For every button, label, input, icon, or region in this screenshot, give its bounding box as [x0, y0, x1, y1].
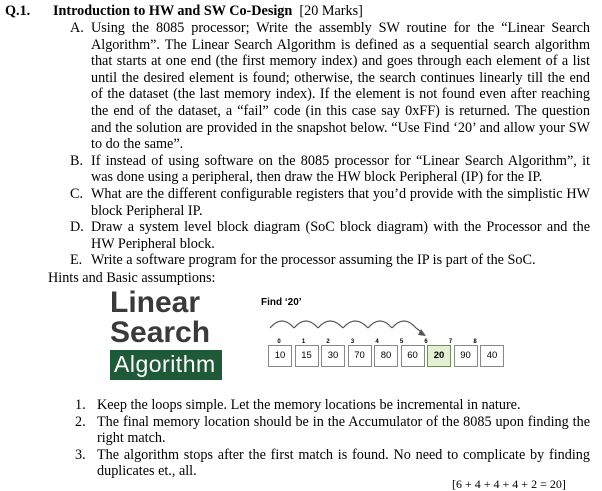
array-cell: 30 — [321, 345, 345, 367]
array-cell: 60 — [401, 345, 425, 367]
linear-search-figure — [110, 288, 530, 383]
figure-word-linear: Linear — [110, 286, 201, 319]
part-text: Draw a system level block diagram (SoC block diagram) with the Processor and the HW Peripheral block. — [91, 219, 590, 252]
assumption-text: Keep the loops simple. Let the memory locations be incremental in nature. — [97, 397, 521, 413]
part-label: C. — [70, 185, 84, 202]
question-heading — [5, 3, 595, 20]
array-index: 1 — [301, 339, 306, 345]
part-c — [70, 186, 590, 219]
part-text: If instead of using software on the 8085 processor for “Linear Search Algorithm”, it was done using a peripheral, then draw the HW block Peripheral (IP) for the IP. — [91, 152, 590, 186]
part-label: D. — [70, 219, 84, 236]
part-text: Using the 8085 processor; Write the assembly SW routine for the “Linear Search Algorithm”. The Linear Search Algorithm is defined as a sequential search algorithm that starts at one end (the first memory index) and goes through each element of a list until the desired element is found; otherwise, the search continues linearly till the end of the dataset (the last memory index). If the element is not found even after reaching the end of the dataset, a “fail” code (in this case say 0xFF) is returned. The question and the solution are provided in the snapshot below. “Use Find ‘20’ and allow your SW to do the same”. — [91, 20, 590, 153]
assumption-3 — [75, 447, 590, 480]
marks-breakdown: [6 + 4 + 4 + 4 + 2 = 20] — [452, 477, 566, 491]
figure-word-search: Search — [110, 316, 211, 349]
part-d — [70, 219, 590, 252]
find-label: Find ‘20’ — [261, 297, 302, 308]
array-index: 0 — [277, 339, 281, 345]
part-e — [70, 252, 590, 269]
array-index: 3 — [350, 339, 355, 345]
array-index: 8 — [473, 339, 477, 345]
question-marks: [20 Marks] — [299, 3, 363, 19]
array-cells — [268, 345, 507, 367]
part-label: A. — [70, 20, 84, 36]
question-number: Q.1. — [5, 3, 31, 19]
question-title: Introduction to HW and SW Co-Design — [53, 3, 293, 19]
part-b — [70, 153, 590, 186]
array-index: 6 — [424, 339, 428, 345]
assumption-text: The final memory location should be in the Accumulator of the 8085 upon finding the right match. — [97, 413, 590, 447]
assumption-1 — [75, 397, 590, 414]
assumption-label: 1. — [75, 397, 86, 413]
array-cell: 15 — [295, 345, 319, 367]
assumption-2 — [75, 414, 590, 447]
assumption-list — [75, 397, 590, 480]
array-cell: 70 — [348, 345, 372, 367]
array-index: 5 — [399, 339, 404, 345]
part-a — [70, 20, 590, 153]
array-cell-match: 20 — [427, 345, 451, 367]
array-cell: 40 — [480, 345, 504, 367]
array-cell: 90 — [454, 345, 478, 367]
array-index: 2 — [326, 339, 330, 345]
part-text: What are the different configurable registers that you’d provide with the simplistic HW block Peripheral IP. — [91, 185, 590, 219]
array-cell: 80 — [374, 345, 398, 367]
array-index: 4 — [375, 339, 379, 345]
assumption-label: 2. — [75, 413, 86, 430]
hints-heading: Hints and Basic assumptions: — [48, 270, 216, 286]
part-label: B. — [70, 152, 84, 169]
question-parts — [70, 20, 590, 269]
assumption-label: 3. — [75, 446, 86, 463]
figure-word-algorithm: Algorithm — [110, 350, 222, 380]
part-label: E. — [70, 252, 83, 269]
part-text: Write a software program for the processor assuming the IP is part of the SoC. — [91, 252, 536, 269]
assumption-text: The algorithm stops after the first match is found. No need to complicate by finding duplicates et., all. — [97, 446, 590, 480]
array-index: 7 — [448, 339, 453, 345]
array-cell: 10 — [268, 345, 292, 367]
index-row — [268, 334, 518, 344]
